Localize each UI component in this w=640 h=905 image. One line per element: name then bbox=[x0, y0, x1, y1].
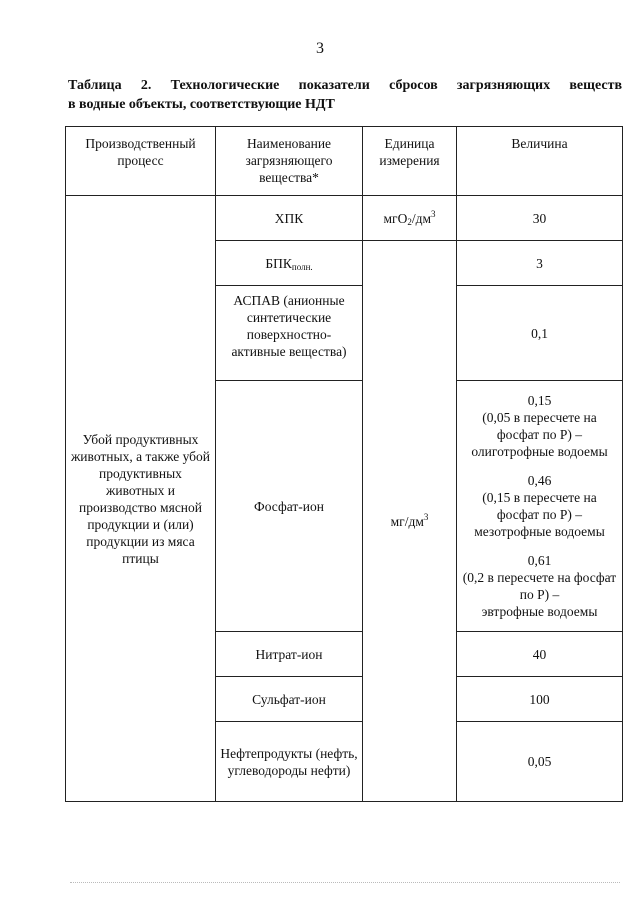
value-water-type: эвтрофные водоемы bbox=[481, 604, 598, 619]
substance-cell: Нитрат-ион bbox=[216, 632, 363, 677]
header-value: Величина bbox=[457, 127, 623, 196]
phosphate-value-group bbox=[461, 552, 618, 620]
unit-text: /дм bbox=[411, 210, 431, 226]
caption-line-1: Таблица 2. Технологические показатели сбросов загрязняющих веществ bbox=[68, 78, 622, 93]
unit-subscript: 2 bbox=[407, 216, 412, 227]
header-substance: Наименование загрязняющего вещества* bbox=[216, 127, 363, 196]
value-cell: 3 bbox=[457, 241, 623, 286]
substance-cell: ХПК bbox=[216, 196, 363, 241]
value-note: (0,15 в пересчете на фосфат по Р) – bbox=[482, 490, 597, 522]
value-cell: 0,1 bbox=[457, 286, 623, 381]
shared-unit-cell bbox=[363, 241, 457, 802]
value-cell: 30 bbox=[457, 196, 623, 241]
value-cell: 40 bbox=[457, 632, 623, 677]
value-note: (0,2 в пересчете на фосфат по Р) – bbox=[462, 570, 617, 602]
substance-cell bbox=[216, 241, 363, 286]
value-cell: 0,05 bbox=[457, 722, 623, 802]
substance-subscript: полн. bbox=[291, 261, 313, 272]
unit-cell bbox=[363, 196, 457, 241]
substance-text: БПК bbox=[265, 255, 292, 271]
unit-text: мгO bbox=[383, 210, 408, 226]
page-number: 3 bbox=[316, 40, 324, 57]
ndt-table bbox=[65, 126, 623, 802]
process-cell: Убой продуктивных животных, а также убой продуктивных животных и производство мясной продукции и (или) продукции из мяса птицы bbox=[66, 196, 216, 802]
substance-cell: Нефтепродукты (нефть, углеводороды нефти) bbox=[216, 722, 363, 802]
table-caption bbox=[68, 76, 622, 114]
value-number: 0,15 bbox=[527, 393, 552, 408]
substance-cell: Сульфат-ион bbox=[216, 677, 363, 722]
header-row bbox=[66, 127, 623, 196]
value-cell bbox=[457, 381, 623, 632]
substance-cell: Фосфат-ион bbox=[216, 381, 363, 632]
value-number: 0,61 bbox=[527, 553, 552, 568]
unit-superscript: 3 bbox=[431, 208, 436, 219]
header-process: Производственный процесс bbox=[66, 127, 216, 196]
phosphate-value-group bbox=[461, 472, 618, 540]
value-water-type: мезотрофные водоемы bbox=[474, 524, 605, 539]
scan-artifact-line bbox=[70, 882, 620, 885]
value-note: (0,05 в пересчете на фосфат по Р) – bbox=[482, 410, 597, 442]
substance-cell: АСПАВ (анионные синтетические поверхностно-активные вещества) bbox=[216, 286, 363, 381]
unit-superscript: 3 bbox=[423, 511, 429, 522]
value-number: 0,46 bbox=[527, 473, 552, 488]
value-water-type: олиготрофные водоемы bbox=[471, 444, 608, 459]
header-unit: Единица измерения bbox=[363, 127, 457, 196]
unit-text: мг/дм bbox=[390, 513, 424, 529]
caption-line-2: в водные объекты, соответствующие НДТ bbox=[68, 97, 335, 112]
table-row bbox=[66, 196, 623, 241]
value-cell: 100 bbox=[457, 677, 623, 722]
phosphate-value-group bbox=[461, 392, 618, 460]
